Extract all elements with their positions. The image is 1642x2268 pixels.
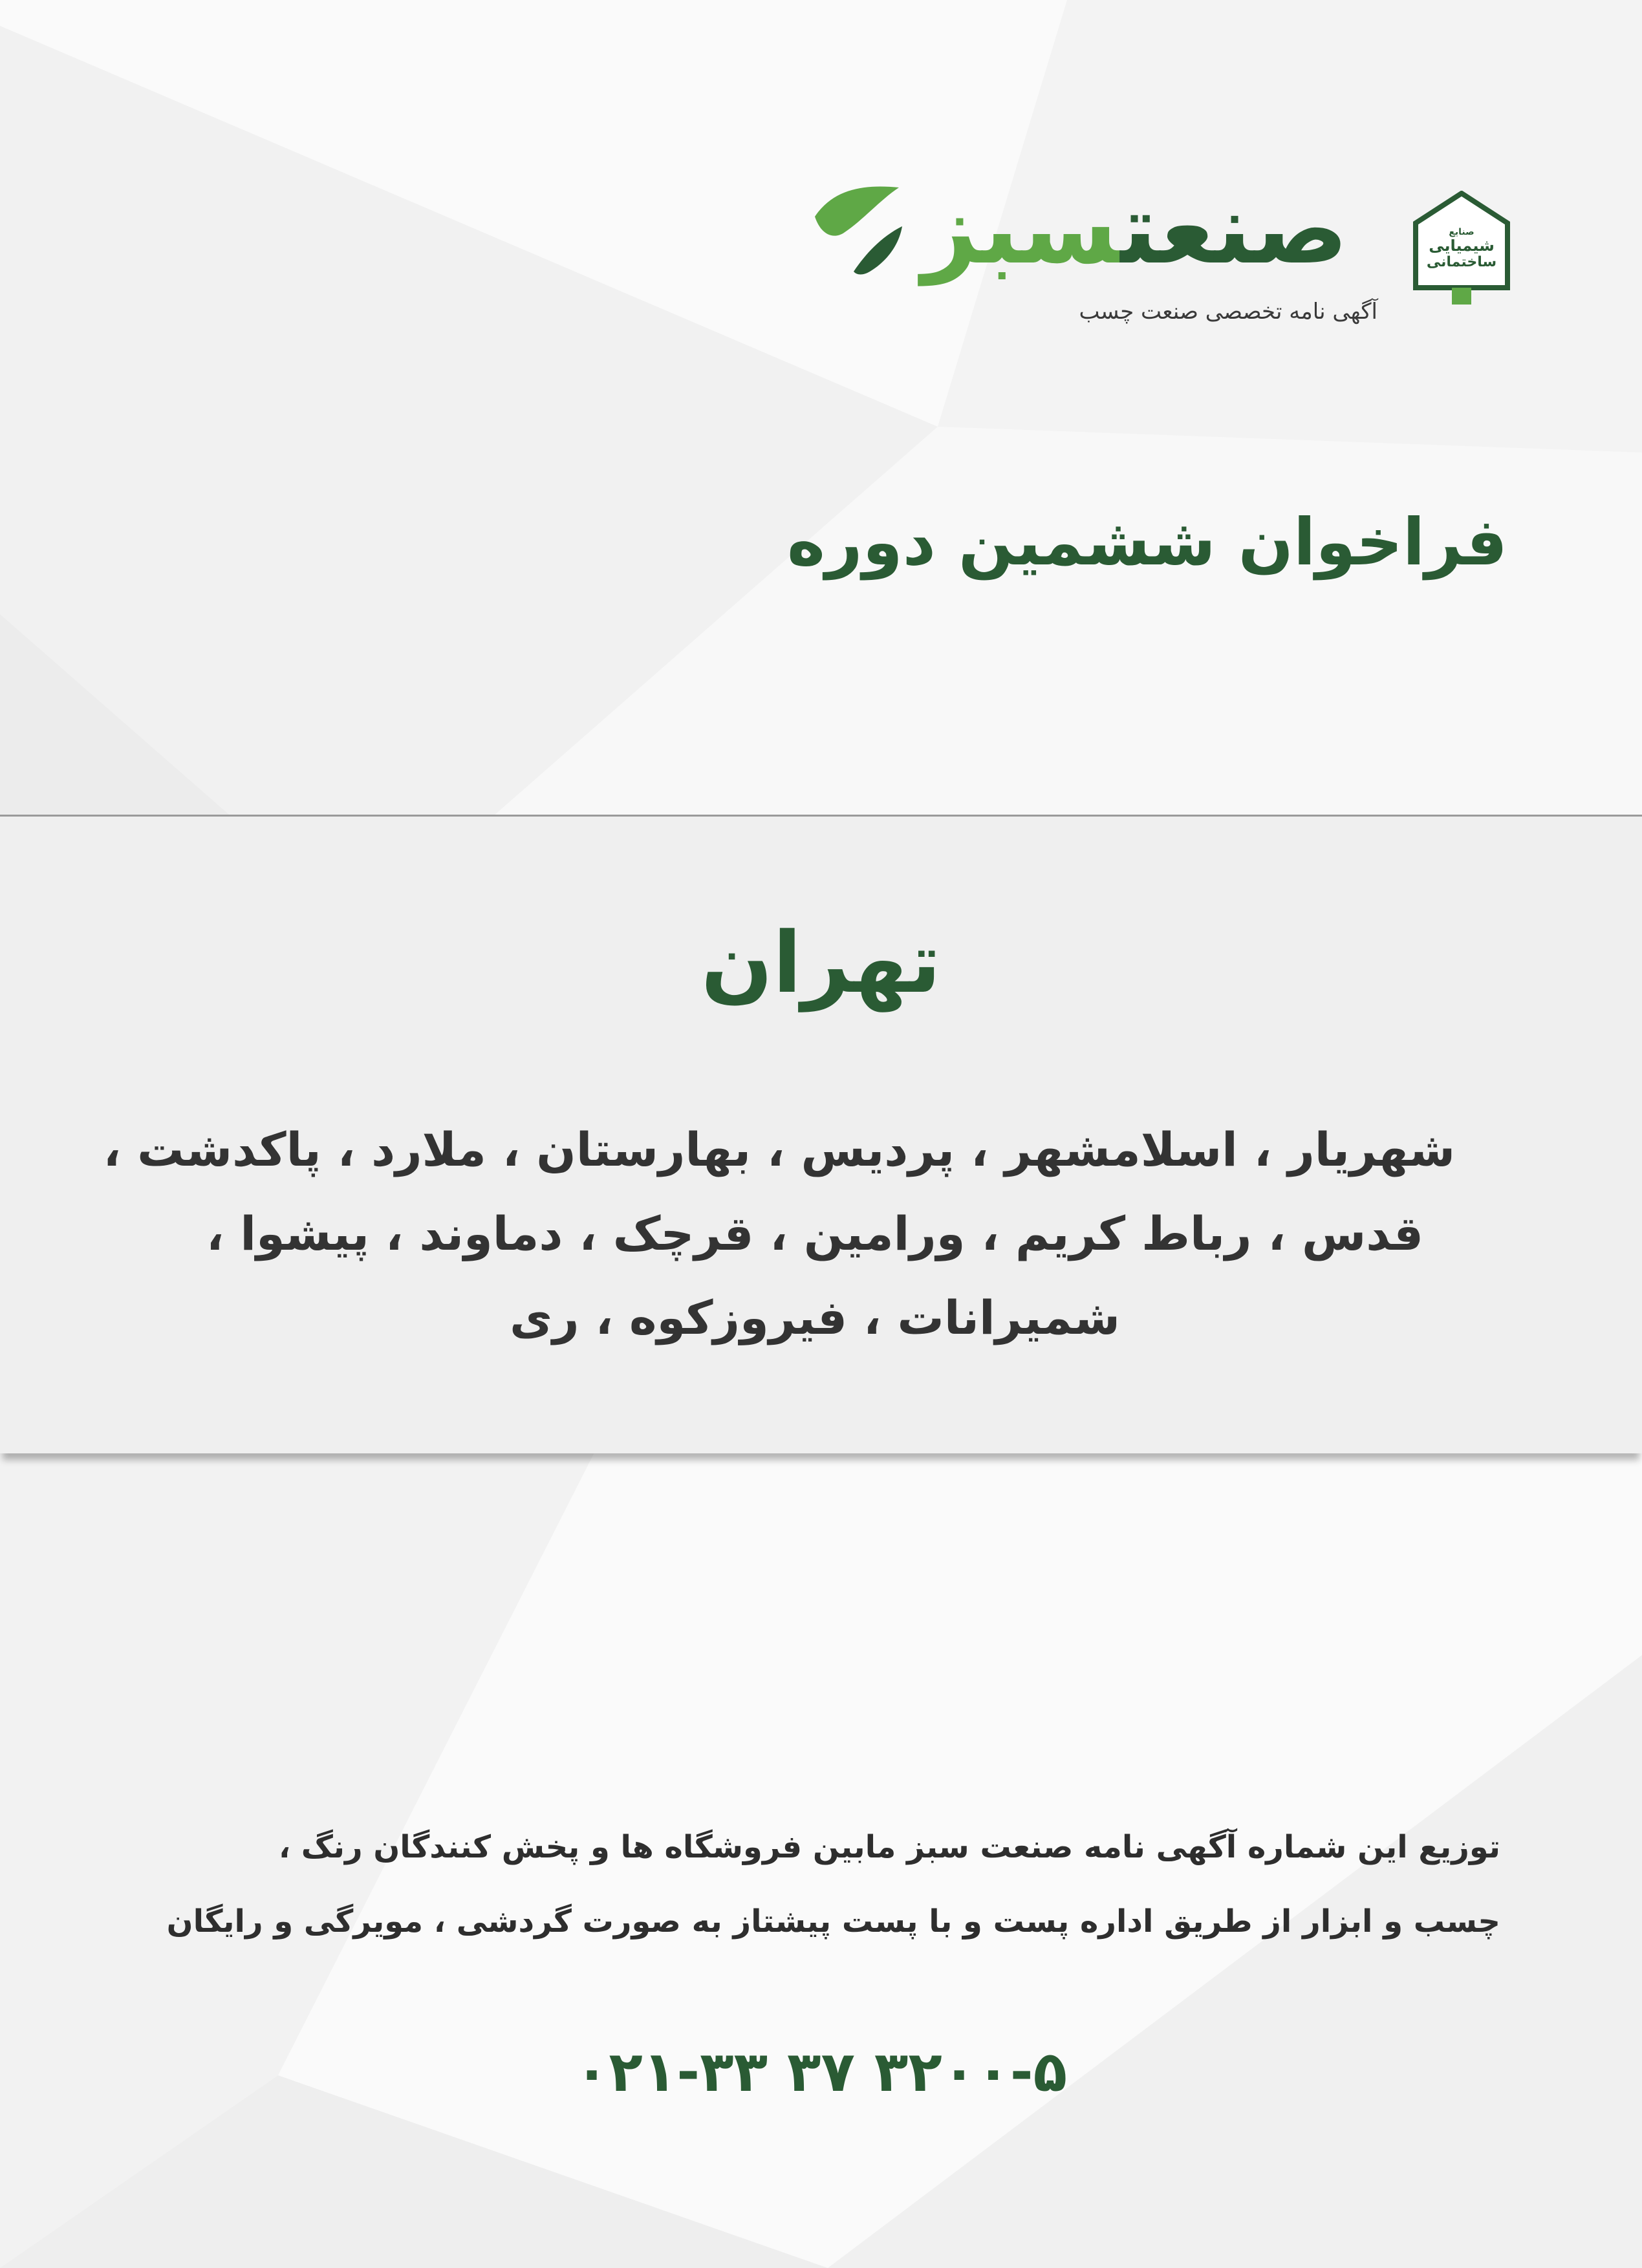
phone-number: ۰۲۱-۳۳ ۳۷ ۳۲۰۰-۵: [574, 2040, 1068, 2104]
logo-wordmark: [912, 175, 1358, 284]
logo-wordmark-part2: سبز: [922, 173, 1121, 286]
logo-wordmark-part1: صنعت: [1120, 173, 1348, 286]
cities-line: شهریار ، اسلامشهر ، پردیس ، بهارستان ، ملارد ، پاکدشت ،: [103, 1122, 1455, 1177]
house-badge-icon: [1413, 191, 1510, 307]
logo-tagline: آگهی نامه تخصصی صنعت چسب: [1079, 299, 1377, 325]
region-cities: [103, 1107, 1455, 1360]
badge-middle-text: شیمیایی: [1429, 237, 1495, 255]
distribution-line: چسب و ابزار از طریق اداره پست و با پست پیشتاز به صورت گردشی ، مویرگی و رایگان: [166, 1903, 1500, 1940]
leaf-icon: [808, 181, 905, 278]
region-title: تهران: [700, 914, 942, 1012]
cities-line: شمیرانات ، فیروزکوه ، ری: [510, 1290, 1120, 1345]
brand-logo: [808, 175, 1520, 349]
distribution-line: توزیع این شماره آگهی نامه صنعت سبز مابین فروشگاه ها و پخش کنندگان رنگ ،: [278, 1829, 1500, 1865]
page-title: فراخوان ششمین دوره: [786, 504, 1507, 580]
distribution-text: [136, 1810, 1500, 1959]
badge-bottom-text: ساختمانی: [1426, 253, 1497, 270]
badge-top-text: صنایع: [1449, 227, 1475, 238]
badge-text: [1413, 191, 1510, 307]
cities-line: قدس ، رباط کریم ، ورامین ، قرچک ، دماوند ، پیشوا ،: [206, 1206, 1424, 1261]
region-band: [0, 815, 1642, 1453]
